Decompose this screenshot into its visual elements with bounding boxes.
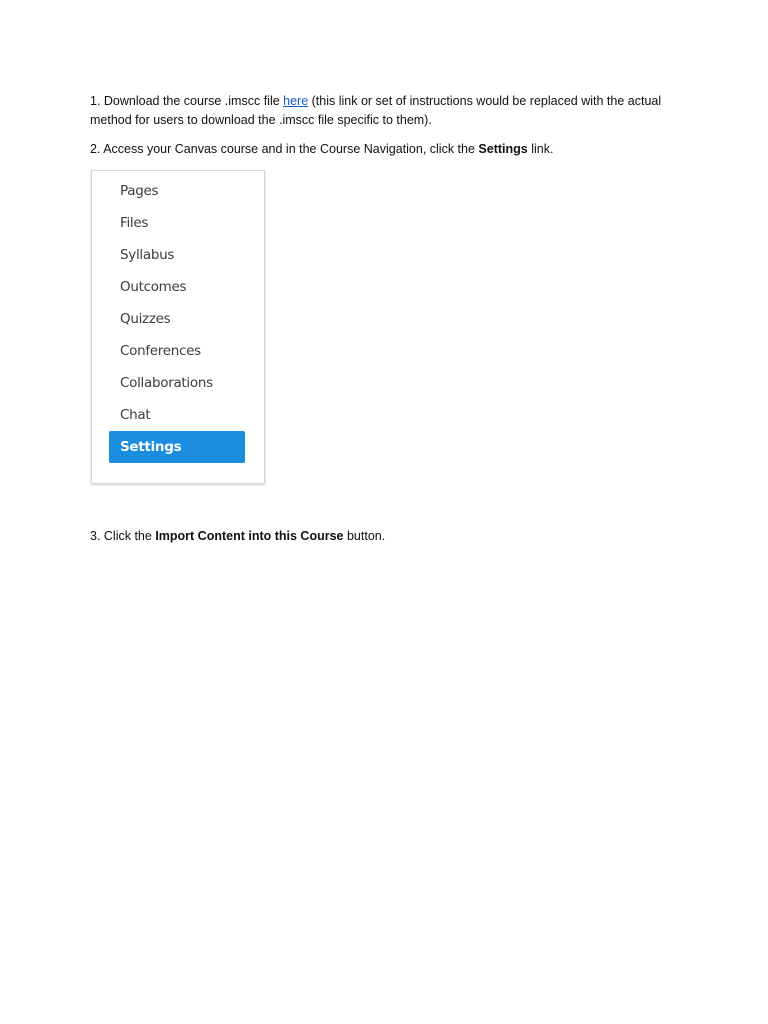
step-3-paragraph <box>90 527 690 546</box>
nav-item-outcomes[interactable]: Outcomes <box>120 279 187 295</box>
step-2-prefix: 2. Access your Canvas course and in the Course Navigation, click the <box>90 142 479 156</box>
nav-item-quizzes[interactable]: Quizzes <box>120 311 171 327</box>
download-link[interactable]: here <box>283 94 309 108</box>
nav-item-conferences[interactable]: Conferences <box>120 343 201 359</box>
step-3-prefix: 3. Click the <box>90 529 156 543</box>
step-2-paragraph <box>90 140 690 159</box>
nav-item-settings[interactable]: Settings <box>109 431 245 463</box>
nav-item-syllabus[interactable]: Syllabus <box>120 247 175 263</box>
nav-item-chat[interactable]: Chat <box>120 407 151 423</box>
step-1-prefix: 1. Download the course .imscc file <box>90 94 284 108</box>
step-3-suffix: button. <box>343 529 386 543</box>
nav-item-collaborations[interactable]: Collaborations <box>120 375 213 391</box>
step-2-suffix: link. <box>527 142 554 156</box>
nav-item-files[interactable]: Files <box>120 215 149 231</box>
step-1-paragraph <box>90 92 690 130</box>
course-navigation-screenshot <box>91 170 265 484</box>
nav-item-pages[interactable]: Pages <box>120 183 159 199</box>
step-3-bold: Import Content into this Course <box>155 529 344 543</box>
step-2-bold: Settings <box>478 142 528 156</box>
step-1-suffix: (this link or set of instructions would be replaced with the actual method for users to download the .imscc file specific to them). <box>90 94 662 127</box>
